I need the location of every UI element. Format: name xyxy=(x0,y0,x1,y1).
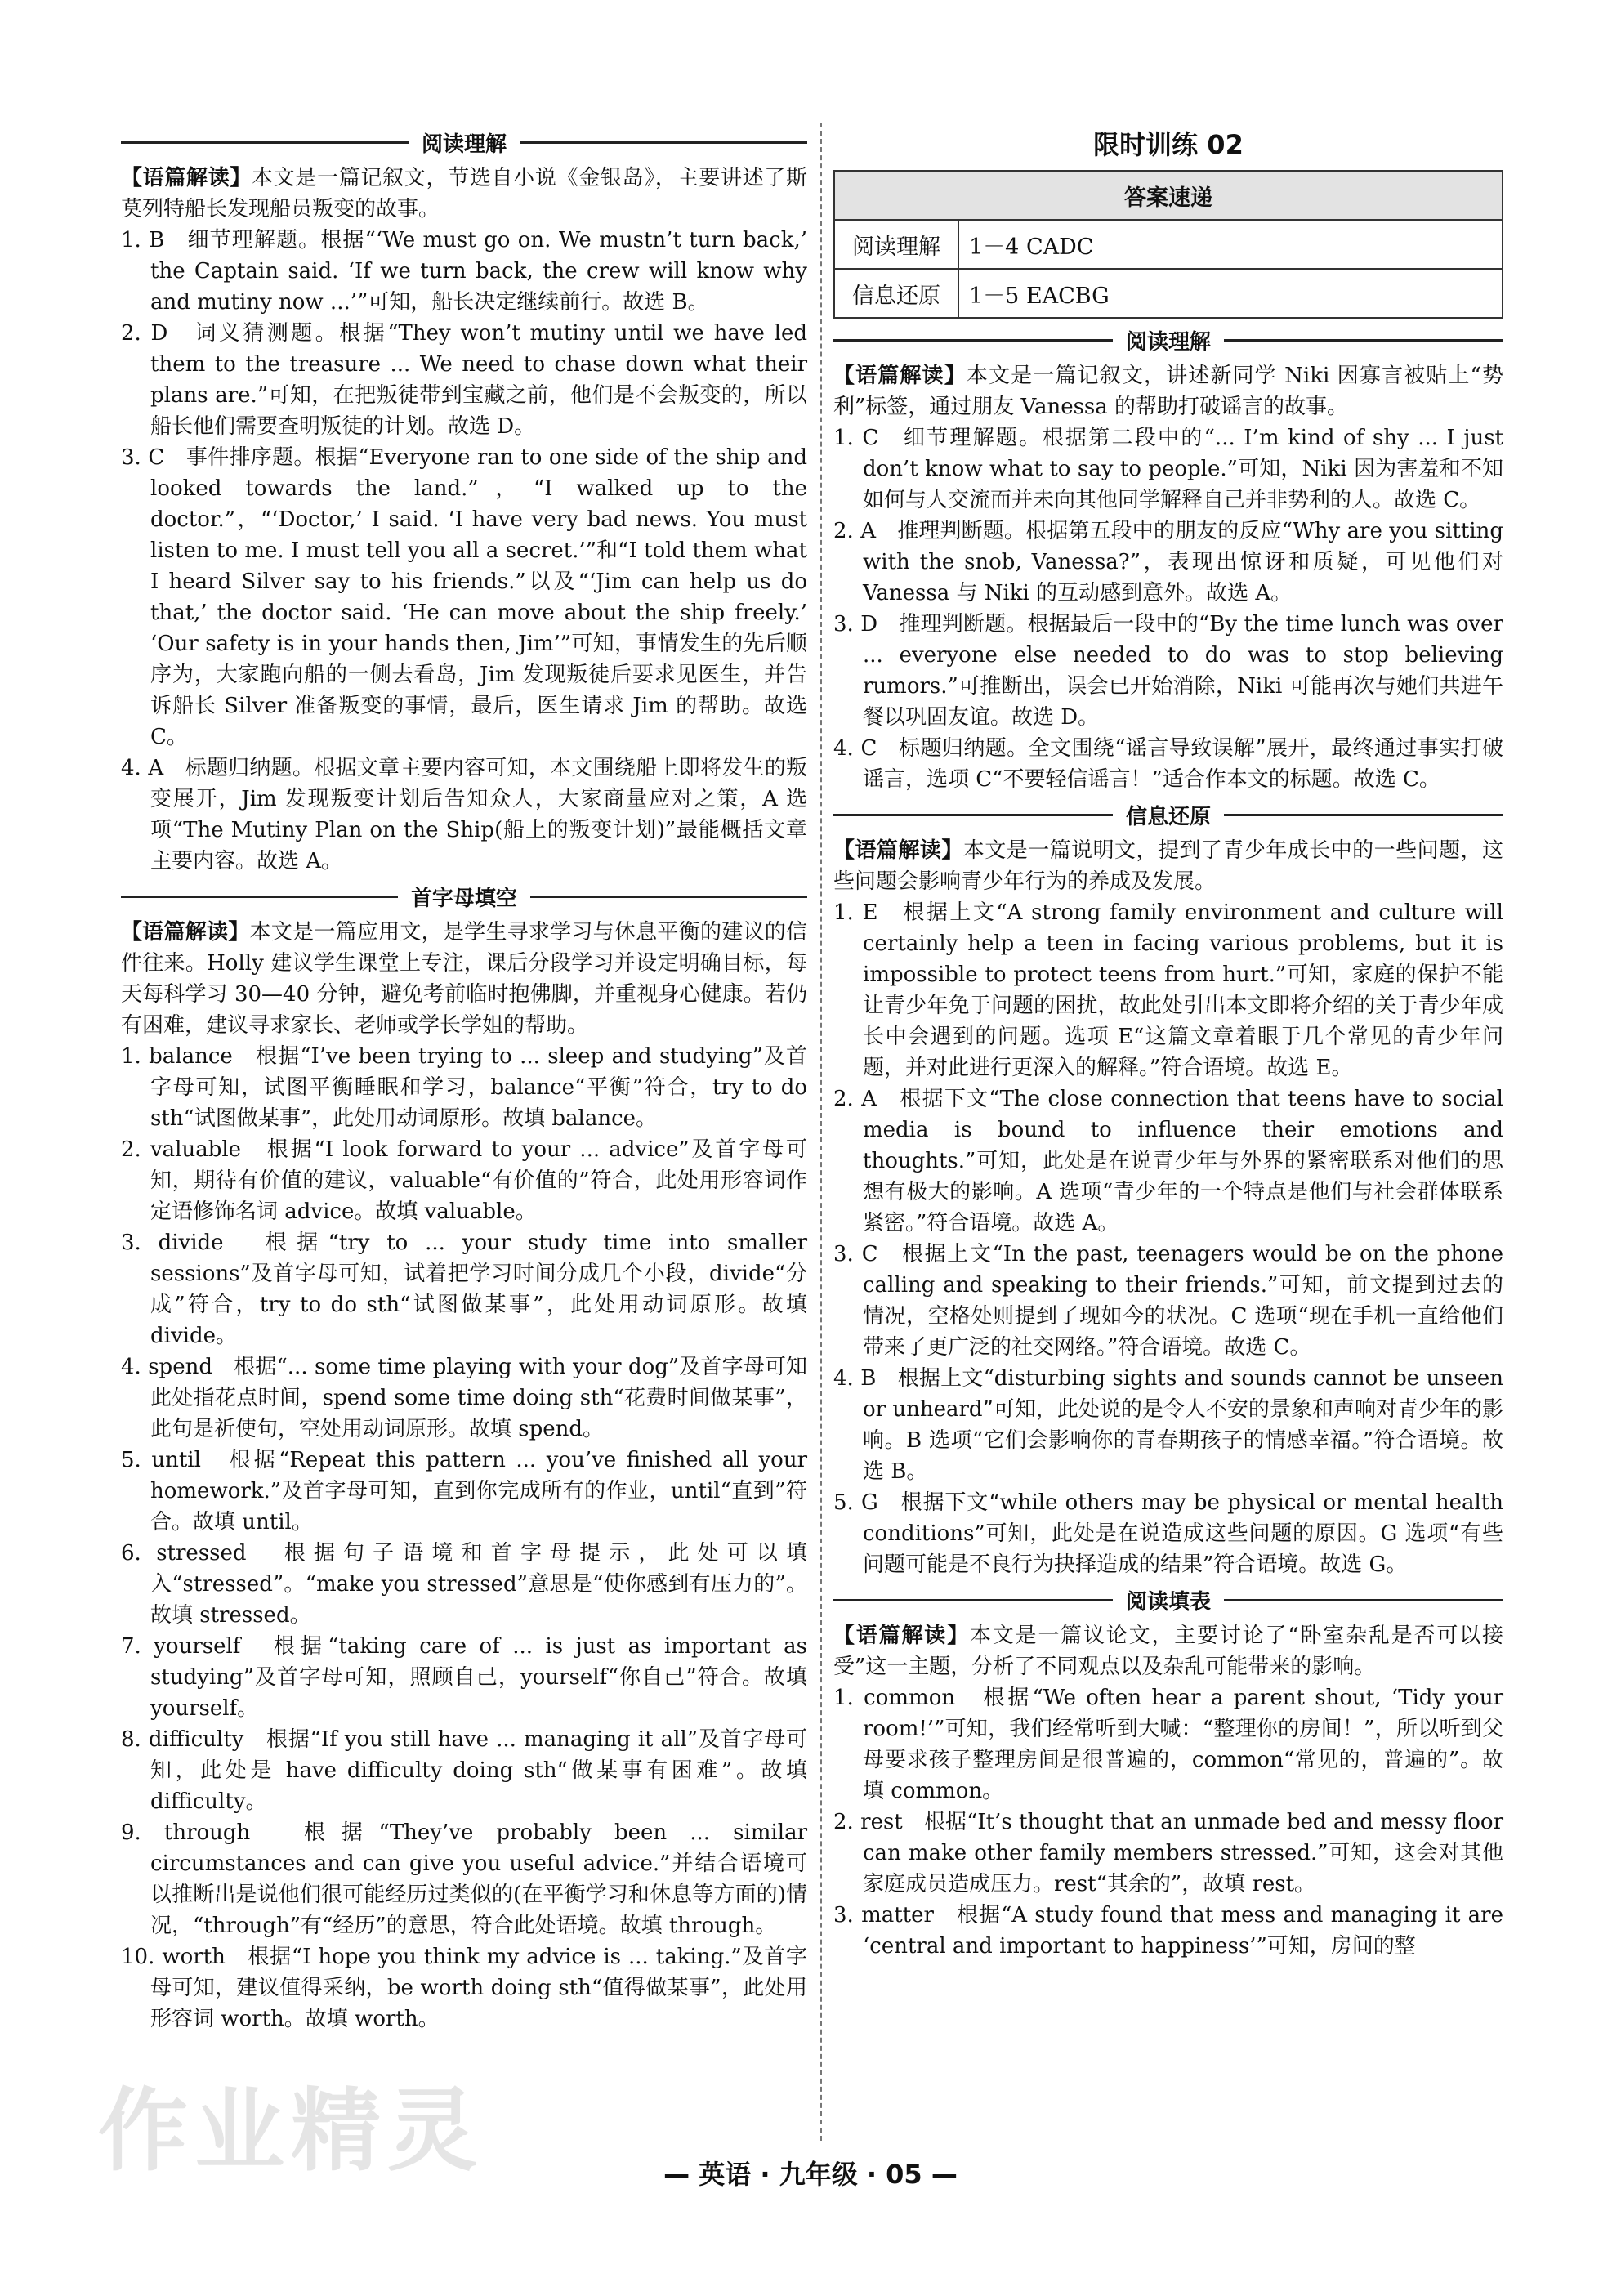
answer-item: 2. D 词义猜测题。根据“They won’t mutiny until we have led them to the treasure ... We need to chase down what their plans are.”可知，在把叛徒带到宝藏之前，他们是不会叛变的，所以船长他们需要查明叛徒的计划。故选 D。 xyxy=(121,321,807,439)
answer-item: 7. yourself 根据“taking care of ... is just as important as studying”及首字母可知，照顾自己，yourself“你自己”符合。故填 yourself。 xyxy=(121,1634,807,1721)
right-column xyxy=(833,123,1503,1962)
answer-item: 3. C 事件排序题。根据“Everyone ran to one side of the ship and looked towards the land.”，“I walked up to the doctor.”，“‘Doctor,’ I said. ‘I have very bad news. You must listen to me. I must tell you all a secret.’”和“I told them what I heard Silver say to his friends.”以及“‘Jim can help us do that,’ the doctor said. ‘He can move about the ship freely.’ ‘Our safety is in your hands then, Jim’”可知，事情发生的先后顺序为，大家跑向船的一侧去看岛，Jim 发现叛徒后要求见医生，并告诉船长 Silver 准备叛变的事情，最后，医生请求 Jim 的帮助。故选 C。 xyxy=(121,445,807,749)
section-heading-table: 阅读填表 xyxy=(833,1585,1503,1615)
answer-label: 信息还原 xyxy=(834,269,958,318)
table-intro: 【语篇解读】本文是一篇议论文，主要讨论了“卧室杂乱是否可以接受”这一主题，分析了不同观点以及杂乱可能带来的影响。 xyxy=(833,1624,1503,1679)
info-intro: 【语篇解读】本文是一篇说明文，提到了青少年成长中的一些问题，这些问题会影响青少年行为的养成及发展。 xyxy=(833,838,1503,894)
page-title: 限时训练 02 xyxy=(1093,129,1244,160)
cloze-intro: 【语篇解读】本文是一篇应用文，是学生寻求学习与休息平衡的建议的信件往来。Holly 建议学生课堂上专注，课后分段学习并设定明确目标，每天每科学习 30—40 分钟，避免考前临时抱佛脚，并重视身心健康。若仍有困难，建议寻求家长、老师或学长学姐的帮助。 xyxy=(121,920,807,1038)
watermark: 作业精灵 xyxy=(98,2079,484,2183)
answer-item: 2. A 推理判断题。根据第五段中的朋友的反应“Why are you sitting with the snob, Vanessa?”，表现出惊讶和质疑，可见他们对 Vanessa 与 Niki 的互动感到意外。故选 A。 xyxy=(833,519,1503,605)
section-heading-reading: 阅读理解 xyxy=(833,325,1503,355)
reading-intro: 【语篇解读】本文是一篇记叙文，讲述新同学 Niki 因寡言被贴上“势利”标签，通过朋友 Vanessa 的帮助打破谣言的故事。 xyxy=(833,364,1503,419)
answer-item: 2. valuable 根据“I look forward to your ... advice”及首字母可知，期待有价值的建议，valuable“有价值的”符合，此处用形容词作定语修饰名词 advice。故填 valuable。 xyxy=(121,1137,807,1224)
section-heading-info: 信息还原 xyxy=(833,800,1503,830)
answer-item: 1. balance 根据“I’ve been trying to ... sleep and studying”及首字母可知，试图平衡睡眠和学习，balance“平衡”符合，try to do sth“试图做某事”，此处用动词原形。故填 balance。 xyxy=(121,1044,807,1131)
answer-item: 10. worth 根据“I hope you think my advice is ... taking.”及首字母可知，建议值得采纳，be worth doing sth“值得做某事”，此处用形容词 worth。故填 worth。 xyxy=(121,1945,807,2031)
answer-item: 4. spend 根据“... some time playing with your dog”及首字母可知此处指花点时间，spend some time doing sth“花费时间做某事”，此句是祈使句，空处用动词原形。故填 spend。 xyxy=(121,1355,807,1441)
answer-item: 9. through 根据“They’ve probably been ... similar circumstances and can give you useful advice.”并结合语境可以推断出是说他们很可能经历过类似的(在平衡学习和休息等方面的)情况，“through”有“经历”的意思，符合此处语境。故填 through。 xyxy=(121,1820,807,1938)
answer-item: 2. rest 根据“It’s thought that an unmade bed and messy floor can make other family members stressed.”可知，这会对其他家庭成员造成压力。rest“其余的”，故填 rest。 xyxy=(833,1810,1503,1896)
reading-intro: 【语篇解读】本文是一篇记叙文，节选自小说《金银岛》，主要讲述了斯莫列特船长发现船员叛变的故事。 xyxy=(121,166,807,221)
left-column xyxy=(121,123,807,2035)
answer-value: 1－4 CADC xyxy=(958,220,1503,269)
answer-table-header: 答案速递 xyxy=(834,171,1503,220)
column-divider xyxy=(820,123,822,2141)
answer-item: 3. C 根据上文“In the past, teenagers would be on the phone calling and speaking to their friends.”可知，前文提到过去的情况，空格处则提到了现如今的状况。C 选项“现在手机一直给他们带来了更广泛的社交网络。”符合语境。故选 C。 xyxy=(833,1242,1503,1360)
answer-item: 6. stressed 根据句子语境和首字母提示，此处可以填入“stressed”。“make you stressed”意思是“使你感到有压力的”。故填 stressed。 xyxy=(121,1541,807,1628)
answer-item: 4. C 标题归纳题。全文围绕“谣言导致误解”展开，最终通过事实打破谣言，选项 C“不要轻信谣言！”适合作本文的标题。故选 C。 xyxy=(833,736,1503,792)
answer-item: 5. until 根据“Repeat this pattern ... you’ve finished all your homework.”及首字母可知，直到你完成所有的作业，until“直到”符合。故填 until。 xyxy=(121,1448,807,1534)
answer-item: 1. C 细节理解题。根据第二段中的“... I’m kind of shy ... I just don’t know what to say to people.”可知，Niki 因为害羞和不知如何与人交流而并未向其他同学解释自己并非势利的人。故选 C。 xyxy=(833,426,1503,512)
answer-item: 3. matter 根据“A study found that mess and managing it are ‘central and important to happiness’”可知，房间的整 xyxy=(833,1903,1503,1959)
answer-item: 4. A 标题归纳题。根据文章主要内容可知，本文围绕船上即将发生的叛变展开，Jim 发现叛变计划后告知众人，大家商量应对之策，A 选项“The Mutiny Plan on the Ship(船上的叛变计划)”最能概括文章主要内容。故选 A。 xyxy=(121,756,807,873)
table-row xyxy=(834,220,1503,269)
answer-item: 3. D 推理判断题。根据最后一段中的“By the time lunch was over ... everyone else needed to do was to stop believing rumors.”可推断出，误会已开始消除，Niki 可能再次与她们共进午餐以巩固友谊。故选 D。 xyxy=(833,612,1503,730)
answer-item: 8. difficulty 根据“If you still have ... managing it all”及首字母可知，此处是 have difficulty doing sth“做某事有困难”。故填 difficulty。 xyxy=(121,1727,807,1814)
answer-item: 1. common 根据“We often hear a parent shout, ‘Tidy your room!’”可知，我们经常听到大喊：“整理你的房间！”，所以听到父母要求孩子整理房间是很普遍的，common“常见的，普遍的”。故填 common。 xyxy=(833,1686,1503,1803)
answer-item: 3. divide 根据“try to ... your study time into smaller sessions”及首字母可知，试着把学习时间分成几个小段，divide“分成”符合，try to do sth“试图做某事”，此处用动词原形。故填 divide。 xyxy=(121,1231,807,1348)
section-heading-cloze: 首字母填空 xyxy=(121,882,807,912)
section-heading-reading: 阅读理解 xyxy=(121,127,807,158)
answer-item: 1. E 根据上文“A strong family environment and culture will certainly help a teen in facing various problems, but it is impossible to protect teens from hurt.”可知，家庭的保护不能让青少年免于问题的困扰，故此处引出本文即将介绍的关于青少年成长中会遇到的问题。选项 E“这篇文章着眼于几个常见的青少年问题，并对此进行更深入的解释。”符合语境。故选 E。 xyxy=(833,900,1503,1080)
answer-label: 阅读理解 xyxy=(834,220,958,269)
table-row xyxy=(834,269,1503,318)
answer-item: 5. G 根据下文“while others may be physical or mental health conditions”可知，此处是在说造成这些问题的原因。G 选项“有些问题可能是不良行为抉择造成的结果”符合语境。故选 G。 xyxy=(833,1490,1503,1577)
page-footer: — 英语 · 九年级 · 05 — xyxy=(663,2159,958,2190)
answer-item: 4. B 根据上文“disturbing sights and sounds cannot be unseen or unheard”可知，此处说的是令人不安的景象和声响对青少年的影响。B 选项“它们会影响你的青春期孩子的情感幸福。”符合语境。故选 B。 xyxy=(833,1366,1503,1484)
answer-item: 2. A 根据下文“The close connection that teens have to social media is bound to influence their emotions and thoughts.”可知，此处是在说青少年与外界的紧密联系对他们的思想有极大的影响。A 选项“青少年的一个特点是他们与社会群体联系紧密。”符合语境。故选 A。 xyxy=(833,1087,1503,1235)
answer-value: 1－5 EACBG xyxy=(958,269,1503,318)
answer-item: 1. B 细节理解题。根据“‘We must go on. We mustn’t turn back,’ the Captain said. ‘If we turn back, the crew will know why and mutiny now ...’”可知，船长决定继续前行。故选 B。 xyxy=(121,228,807,315)
answer-table xyxy=(833,170,1503,319)
